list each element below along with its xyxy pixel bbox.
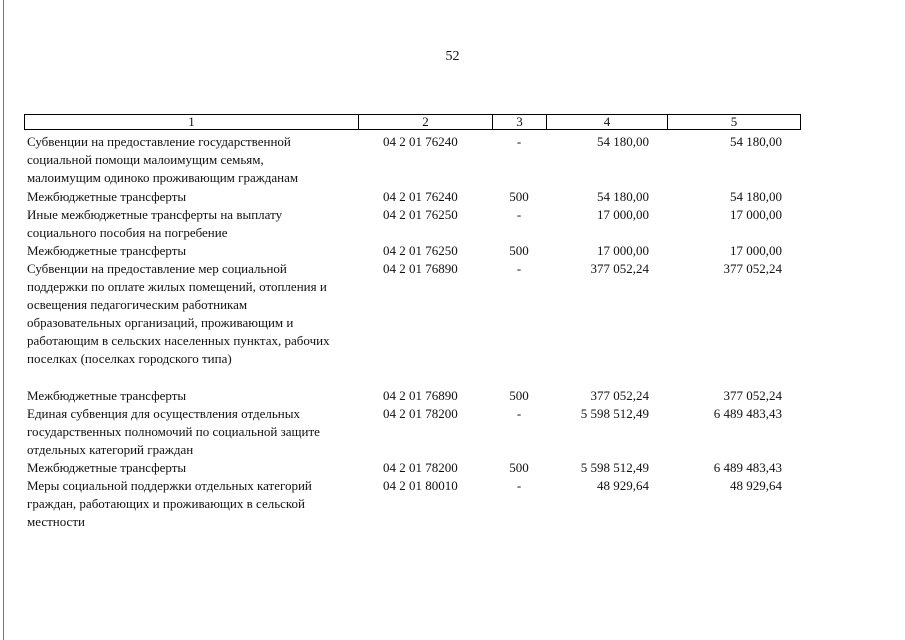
row-expense-type: 500 — [509, 460, 529, 475]
row-name: Межбюджетные трансферты — [27, 388, 187, 403]
row-code: 04 2 01 76890 — [383, 388, 458, 403]
row-amount-col4: 5 598 512,49 — [580, 460, 649, 475]
row-amount-col4: 5 598 512,49 — [580, 406, 649, 421]
row-code: 04 2 01 76240 — [383, 134, 458, 149]
row-expense-type: 500 — [509, 388, 529, 403]
row-amount-col4: 54 180,00 — [597, 189, 649, 204]
row-amount-col5: 377 052,24 — [723, 261, 782, 276]
row-name: Единая субвенция для осуществления отдельных государственных полномочий по социальной защите отдельных категорий граждан — [27, 406, 320, 457]
row-name: Субвенции на предоставление мер социальной поддержки по оплате жилых помещений, отопления и освещения педагогическим работникам образовательных организаций, проживающим и работающим в сельских населенных пунктах, рабочих поселках (поселках городского типа) — [27, 261, 330, 366]
row-name: Субвенции на предоставление государственной социальной помощи малоимущим семьям, малоимущим одиноко проживающим гражданам — [27, 134, 299, 185]
header-col-2: 2 — [359, 115, 493, 129]
row-name: Иные межбюджетные трансферты на выплату социального пособия на погребение — [27, 207, 283, 240]
row-amount-col5: 377 052,24 — [723, 388, 782, 403]
row-code: 04 2 01 78200 — [383, 460, 458, 475]
row-code: 04 2 01 76240 — [383, 189, 458, 204]
row-expense-type: 500 — [509, 189, 529, 204]
row-code: 04 2 01 78200 — [383, 406, 458, 421]
header-col-1: 1 — [25, 115, 359, 129]
row-code: 04 2 01 76890 — [383, 261, 458, 276]
table-header — [24, 114, 801, 130]
row-amount-col4: 377 052,24 — [590, 261, 649, 276]
row-amount-col5: 17 000,00 — [730, 207, 782, 222]
row-amount-col4: 17 000,00 — [597, 207, 649, 222]
row-expense-type: - — [516, 478, 522, 493]
header-col-4: 4 — [547, 115, 668, 129]
row-name: Межбюджетные трансферты — [27, 243, 187, 258]
row-amount-col5: 6 489 483,43 — [713, 406, 782, 421]
row-amount-col4: 377 052,24 — [590, 388, 649, 403]
row-code: 04 2 01 76250 — [383, 207, 458, 222]
row-amount-col5: 17 000,00 — [730, 243, 782, 258]
row-amount-col4: 54 180,00 — [597, 134, 649, 149]
row-amount-col4: 17 000,00 — [597, 243, 649, 258]
header-col-3: 3 — [493, 115, 547, 129]
header-col-5: 5 — [730, 114, 738, 129]
row-expense-type: - — [516, 406, 522, 421]
row-name: Межбюджетные трансферты — [27, 189, 187, 204]
row-amount-col5: 54 180,00 — [730, 134, 782, 149]
row-expense-type: - — [516, 261, 522, 276]
row-code: 04 2 01 76250 — [383, 243, 458, 258]
page-left-edge — [3, 0, 4, 640]
row-code: 04 2 01 80010 — [383, 478, 458, 493]
row-name: Меры социальной поддержки отдельных категорий граждан, работающих и проживающих в сельской местности — [27, 478, 312, 529]
row-name: Межбюджетные трансферты — [27, 460, 187, 475]
row-expense-type: - — [516, 207, 522, 222]
page-number: 52 — [445, 49, 460, 64]
row-amount-col5: 6 489 483,43 — [713, 460, 782, 475]
row-expense-type: - — [516, 134, 522, 149]
row-expense-type: 500 — [509, 243, 529, 258]
row-amount-col5: 48 929,64 — [730, 478, 782, 493]
row-amount-col4: 48 929,64 — [597, 478, 649, 493]
row-amount-col5: 54 180,00 — [730, 189, 782, 204]
